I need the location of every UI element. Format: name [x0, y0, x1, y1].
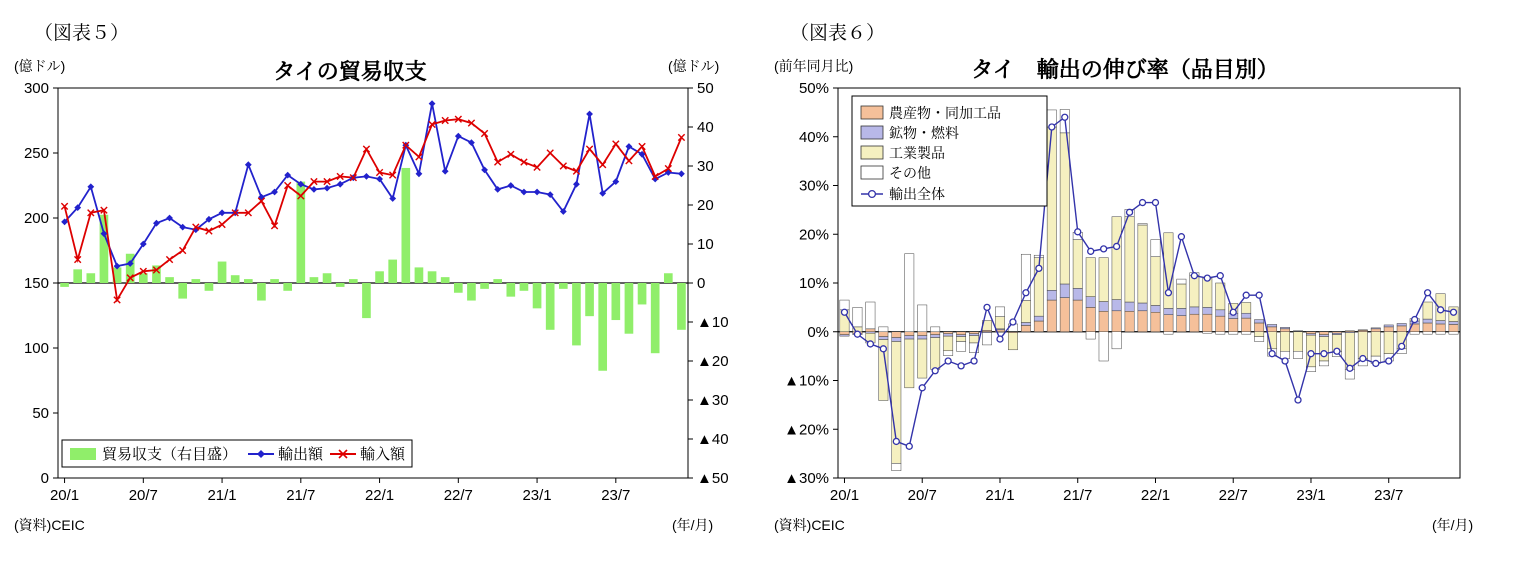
figure-6-title: タイ 輸出の伸び率（品目別） — [971, 57, 1279, 82]
left-unit-right: (億ドル) — [668, 58, 720, 74]
bar — [428, 271, 437, 283]
bar-segment — [1125, 302, 1134, 311]
bar-segment — [1306, 332, 1315, 334]
bar-segment — [866, 302, 875, 329]
bar-segment — [1164, 308, 1173, 314]
bar-segment — [1099, 311, 1108, 331]
bar-segment — [1125, 311, 1134, 331]
bar-segment — [918, 336, 927, 339]
bar-segment — [840, 335, 849, 336]
bar — [401, 168, 410, 283]
bar-segment — [1267, 327, 1276, 332]
bar — [493, 279, 502, 283]
bar-segment — [931, 327, 940, 332]
bar — [467, 283, 476, 301]
bar — [205, 283, 214, 291]
bar-segment — [1138, 303, 1147, 311]
bar — [244, 279, 253, 283]
svg-text:鉱物・燃料: 鉱物・燃料 — [889, 125, 959, 141]
figure-6-panel — [760, 0, 1521, 565]
bar — [677, 283, 686, 330]
bar — [178, 283, 187, 299]
svg-text:0: 0 — [697, 275, 706, 292]
bar-segment — [1319, 361, 1328, 366]
bar — [60, 283, 69, 287]
svg-text:輸入額: 輸入額 — [360, 446, 406, 463]
bar-segment — [1151, 257, 1160, 306]
bar-segment — [969, 332, 978, 334]
bar-segment — [853, 307, 862, 327]
bar-segment — [879, 332, 888, 337]
bar-segment — [905, 332, 914, 336]
bar-segment — [1151, 305, 1160, 312]
bar-segment — [1021, 301, 1030, 323]
bar-segment — [1151, 312, 1160, 332]
legend-swatch — [861, 106, 883, 119]
bar-segment — [931, 335, 940, 338]
bar-segment — [1436, 324, 1445, 332]
bar-segment — [1177, 308, 1186, 315]
bar-segment — [1138, 311, 1147, 332]
bar — [664, 273, 673, 283]
figure-5-svg — [0, 0, 760, 565]
bar-segment — [1073, 240, 1082, 289]
bar-segment — [1112, 300, 1121, 311]
bar-segment — [943, 351, 952, 356]
bar-segment — [1449, 322, 1458, 325]
bar-segment — [1177, 284, 1186, 308]
bar-segment — [879, 327, 888, 332]
bar-segment — [1177, 316, 1186, 332]
bar-segment — [1099, 302, 1108, 312]
bar-segment — [982, 333, 991, 345]
svg-text:その他: その他 — [889, 165, 931, 181]
bar-segment — [1229, 319, 1238, 332]
svg-text:30%: 30% — [798, 177, 829, 195]
svg-text:23/1: 23/1 — [522, 487, 552, 504]
bar-segment — [1229, 332, 1238, 334]
svg-text:10%: 10% — [798, 275, 829, 292]
bar — [165, 277, 174, 283]
bar-segment — [1280, 332, 1289, 352]
bar — [651, 283, 660, 353]
legend — [852, 96, 1047, 206]
bar — [231, 275, 240, 283]
figure-5-label: （図表５） — [34, 23, 130, 44]
bar-segment — [931, 332, 940, 335]
right-source: (資料)CEIC — [774, 517, 845, 533]
bar — [585, 283, 594, 316]
svg-text:輸出全体: 輸出全体 — [889, 186, 945, 202]
bar — [336, 283, 345, 287]
bar-segment — [840, 300, 849, 310]
svg-text:20/1: 20/1 — [829, 487, 860, 504]
bar — [559, 283, 568, 289]
bar-segment — [1449, 324, 1458, 331]
legend-swatch-balance — [70, 448, 96, 460]
svg-text:20%: 20% — [798, 226, 829, 244]
bar — [139, 273, 148, 283]
svg-text:50: 50 — [32, 405, 49, 422]
bar — [362, 283, 371, 318]
bar-segment — [905, 254, 914, 332]
bar — [520, 283, 529, 291]
figure-6-svg — [760, 0, 1521, 565]
figure-5-title: タイの貿易収支 — [273, 59, 427, 84]
svg-text:200: 200 — [23, 210, 49, 227]
bar-segment — [956, 342, 965, 352]
right-unit-left: (前年同月比) — [774, 58, 854, 74]
bar-segment — [905, 339, 914, 388]
bar-segment — [1358, 330, 1367, 331]
bar-segment — [1423, 319, 1432, 323]
bar-segment — [1254, 320, 1263, 323]
bar-segment — [1034, 316, 1043, 321]
svg-text:貿易収支（右目盛）: 貿易収支（右目盛） — [102, 446, 238, 463]
bar-segment — [1384, 325, 1393, 327]
bar — [506, 283, 515, 297]
bar-segment — [1203, 332, 1212, 333]
svg-text:▲20%: ▲20% — [784, 421, 829, 439]
bar — [441, 277, 450, 283]
bar-segment — [892, 332, 901, 338]
bar-segment — [879, 337, 888, 340]
svg-text:50%: 50% — [798, 80, 829, 97]
svg-text:10: 10 — [697, 236, 714, 253]
bar-segment — [1319, 337, 1328, 361]
bar-segment — [1190, 307, 1199, 314]
svg-text:100: 100 — [23, 340, 49, 357]
bar-segment — [943, 336, 952, 351]
legend-swatch — [861, 166, 883, 179]
bar-segment — [1112, 311, 1121, 332]
svg-text:輸出額: 輸出額 — [278, 446, 324, 463]
svg-text:▲10: ▲10 — [697, 314, 729, 331]
bar-segment — [1047, 290, 1056, 300]
bar-segment — [995, 307, 1004, 317]
bar — [388, 260, 397, 283]
svg-text:250: 250 — [23, 145, 49, 162]
bar-segment — [1449, 332, 1458, 334]
bar-segment — [1021, 322, 1030, 325]
bar-segment — [1125, 217, 1134, 302]
bar — [415, 267, 424, 283]
bar-segment — [1254, 332, 1263, 337]
svg-text:22/7: 22/7 — [1218, 487, 1248, 504]
svg-text:▲10%: ▲10% — [784, 372, 829, 390]
bar — [546, 283, 555, 330]
bar-segment — [1216, 332, 1225, 334]
bar-segment — [1138, 224, 1147, 225]
legend-swatch — [861, 126, 883, 139]
legend-swatch — [861, 146, 883, 159]
bar — [533, 283, 542, 308]
bar-segment — [1177, 279, 1186, 284]
bar-segment — [1410, 332, 1419, 334]
bar-segment — [931, 338, 940, 370]
bar-segment — [1060, 133, 1069, 284]
bar-segment — [1060, 298, 1069, 332]
legend — [62, 440, 412, 467]
bar-segment — [1138, 225, 1147, 303]
svg-text:21/1: 21/1 — [207, 487, 237, 504]
bar-segment — [1216, 310, 1225, 316]
bar-segment — [969, 334, 978, 336]
svg-text:▲50: ▲50 — [697, 470, 729, 487]
bar-segment — [1254, 323, 1263, 332]
bar — [270, 279, 279, 283]
bar-segment — [1008, 333, 1017, 350]
bar — [257, 283, 266, 301]
bar-segment — [969, 336, 978, 343]
bar-segment — [1099, 258, 1108, 302]
bar-segment — [1371, 332, 1380, 356]
bar-segment — [1280, 329, 1289, 332]
svg-text:40%: 40% — [798, 128, 829, 146]
bar-segment — [1436, 332, 1445, 334]
bar-segment — [1319, 335, 1328, 337]
bar-segment — [1280, 327, 1289, 328]
bar-segment — [1203, 314, 1212, 332]
bar-segment — [1293, 332, 1302, 352]
bar-segment — [1293, 331, 1302, 332]
bar-segment — [1073, 288, 1082, 300]
figure-6-label: （図表６） — [790, 23, 886, 44]
bar-segment — [1060, 284, 1069, 298]
bar-segment — [892, 338, 901, 342]
svg-text:0%: 0% — [807, 323, 829, 341]
bar-segment — [840, 332, 849, 335]
bar-segment — [1371, 328, 1380, 329]
bar — [625, 283, 634, 334]
bar-segment — [1423, 332, 1432, 334]
svg-text:農産物・同加工品: 農産物・同加工品 — [889, 105, 1001, 121]
bar-segment — [956, 337, 965, 342]
bar-segment — [1384, 332, 1393, 354]
bar-segment — [1216, 316, 1225, 332]
svg-text:▲20: ▲20 — [697, 353, 729, 370]
bar-segment — [1073, 300, 1082, 332]
bar-segment — [1436, 321, 1445, 324]
svg-text:20/7: 20/7 — [907, 487, 937, 504]
bar-segment — [1267, 324, 1276, 326]
bar-segment — [1190, 314, 1199, 332]
bar-segment — [1086, 297, 1095, 308]
bar-segment — [1397, 323, 1406, 325]
bar — [480, 283, 489, 289]
bar-segment — [956, 335, 965, 337]
bar-segment — [1164, 315, 1173, 332]
bar-segment — [1034, 321, 1043, 332]
bar-segment — [1190, 275, 1199, 307]
bar-segment — [943, 332, 952, 334]
svg-text:20/7: 20/7 — [128, 487, 158, 504]
svg-text:21/7: 21/7 — [1063, 487, 1093, 504]
svg-text:▲30: ▲30 — [697, 392, 729, 409]
svg-text:23/7: 23/7 — [1374, 487, 1404, 504]
bar-segment — [1384, 327, 1393, 332]
bar-segment — [918, 339, 927, 378]
bar — [611, 283, 620, 320]
bar-segment — [1151, 240, 1160, 257]
bar-segment — [1086, 307, 1095, 331]
svg-text:22/1: 22/1 — [364, 487, 395, 504]
bar-segment — [1203, 307, 1212, 314]
bar-segment — [905, 336, 914, 339]
svg-text:▲40: ▲40 — [697, 431, 729, 448]
bar — [598, 283, 607, 371]
bar-segment — [956, 332, 965, 335]
svg-text:150: 150 — [23, 275, 49, 292]
svg-text:工業製品: 工業製品 — [889, 145, 945, 161]
svg-text:30: 30 — [697, 158, 714, 175]
bar — [73, 269, 82, 283]
bar-segment — [1164, 332, 1173, 334]
svg-text:21/1: 21/1 — [985, 487, 1015, 504]
bar-segment — [1099, 332, 1108, 361]
bar — [454, 283, 463, 293]
bar-segment — [866, 329, 875, 332]
bar-segment — [892, 463, 901, 470]
svg-text:20/1: 20/1 — [49, 487, 80, 504]
svg-text:22/1: 22/1 — [1140, 487, 1171, 504]
bar-segment — [1047, 300, 1056, 332]
bar — [572, 283, 581, 345]
bar-segment — [1047, 127, 1056, 290]
left-source: (資料)CEIC — [14, 517, 85, 533]
bar-segment — [1242, 318, 1251, 332]
svg-text:22/7: 22/7 — [443, 487, 473, 504]
bar-segment — [1423, 323, 1432, 332]
bar-segment — [1423, 302, 1432, 319]
figure-5-panel — [0, 0, 760, 565]
bar-segment — [1242, 303, 1251, 314]
svg-text:300: 300 — [23, 80, 49, 97]
bar-segment — [1319, 332, 1328, 335]
right-xaxis-name: (年/月) — [1432, 517, 1474, 533]
svg-text:23/1: 23/1 — [1296, 487, 1326, 504]
left-unit-left: (億ドル) — [14, 58, 66, 74]
bar-segment — [1293, 351, 1302, 358]
bar — [323, 273, 332, 283]
bar-segment — [1021, 325, 1030, 331]
bar — [375, 271, 384, 283]
svg-text:▲30%: ▲30% — [784, 470, 829, 487]
bar-segment — [1371, 329, 1380, 332]
bar-segment — [918, 332, 927, 336]
bar-segment — [918, 305, 927, 332]
bar-segment — [1203, 278, 1212, 307]
bar — [86, 273, 95, 283]
bar-segment — [892, 342, 901, 464]
bar-segment — [1216, 283, 1225, 310]
bar-segment — [1358, 332, 1367, 359]
svg-text:23/7: 23/7 — [601, 487, 631, 504]
svg-text:21/7: 21/7 — [286, 487, 316, 504]
bar — [191, 279, 200, 283]
bar-segment — [995, 317, 1004, 329]
bar-segment — [943, 334, 952, 336]
bar-segment — [1254, 337, 1263, 342]
bar-segment — [1397, 326, 1406, 332]
bar-segment — [1242, 332, 1251, 334]
bar-segment — [1112, 217, 1121, 300]
left-xaxis-name: (年/月) — [672, 517, 714, 533]
svg-text:40: 40 — [697, 119, 714, 136]
bar — [638, 283, 647, 304]
bar-segment — [1086, 258, 1095, 297]
svg-text:50: 50 — [697, 80, 714, 97]
svg-text:0: 0 — [40, 470, 49, 487]
bar-segment — [1034, 255, 1043, 257]
bar-segment — [1112, 332, 1121, 349]
bar — [283, 283, 292, 291]
bar-segment — [1086, 332, 1095, 339]
bar — [310, 277, 319, 283]
bar-segment — [1242, 313, 1251, 318]
bar — [349, 279, 358, 283]
bar — [218, 262, 227, 283]
svg-text:20: 20 — [697, 197, 714, 214]
